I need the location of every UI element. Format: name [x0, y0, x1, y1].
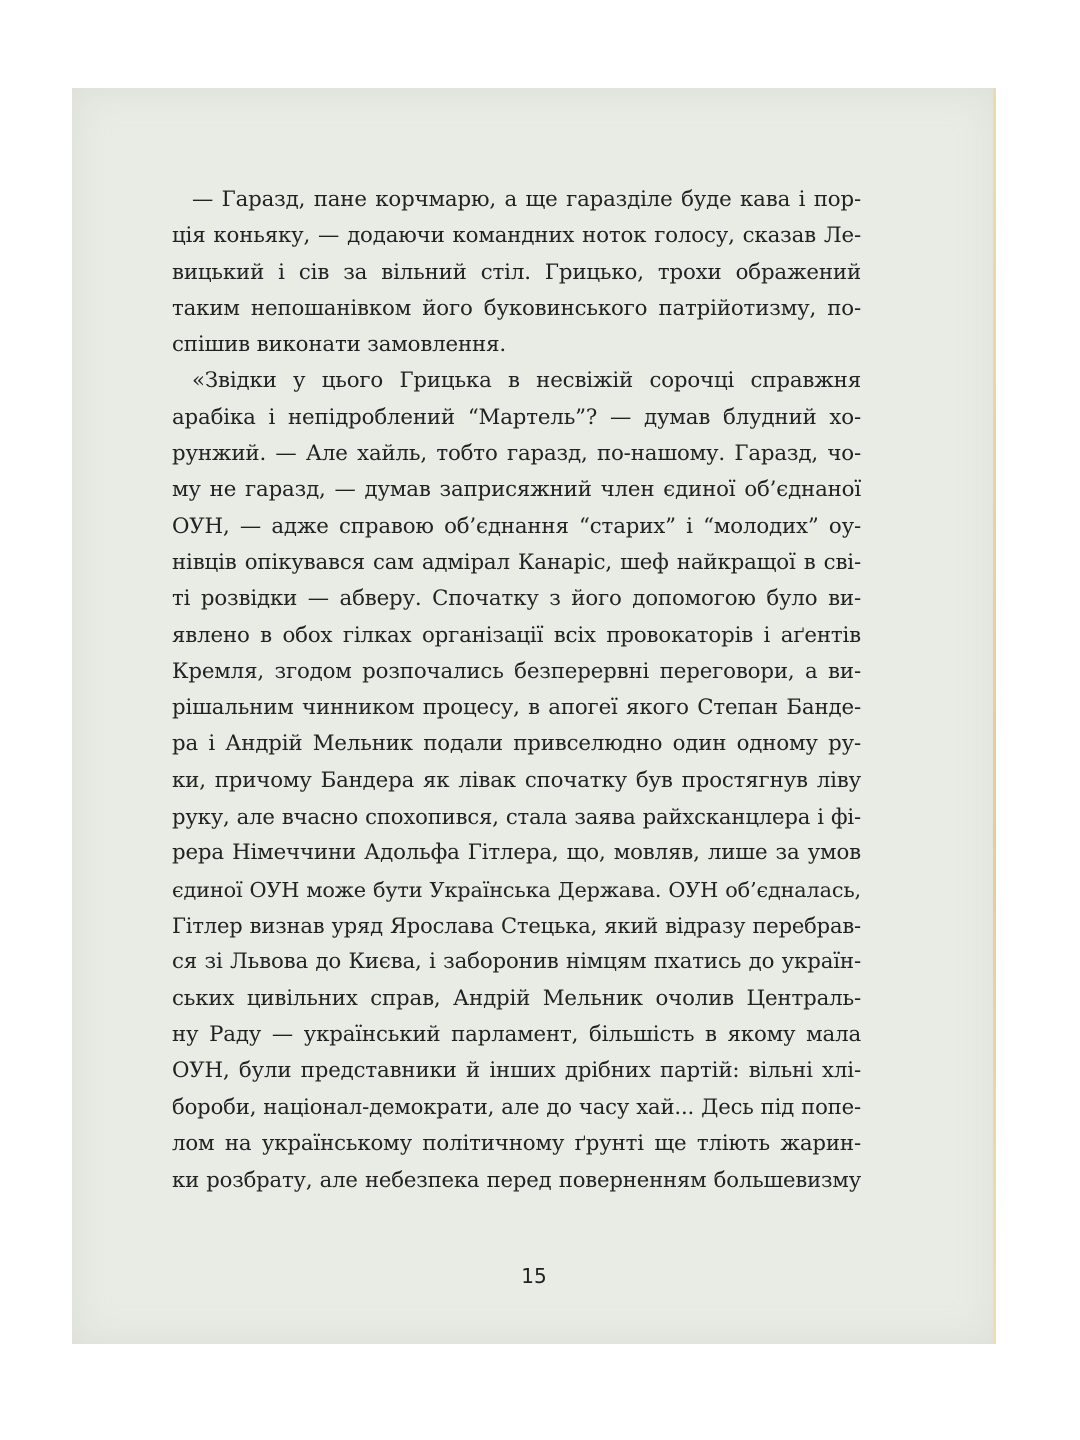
text-line: ських цивільних справ, Андрій Мельник очолив Централь- — [172, 985, 861, 1011]
text-line: ра і Андрій Мельник подали привселюдно один одному ру- — [172, 731, 861, 757]
text-line: вицький і сів за вільний стіл. Грицько, трохи ображений — [172, 259, 861, 285]
text-line: ція коньяку, — додаючи командних ноток голосу, сказав Ле- — [172, 223, 861, 249]
text-line: Кремля, згодом розпочались безперервні переговори, а ви- — [172, 658, 861, 684]
text-line: ся зі Львова до Києва, і заборонив німцям пхатись до україн- — [172, 949, 861, 975]
text-line: рунжий. — Але хайль, тобто гаразд, по-нашому. Гаразд, чо- — [172, 441, 861, 467]
text-line: спішив виконати замовлення. — [172, 332, 507, 358]
text-line: ки розбрату, але небезпека перед поверненням большевизму — [172, 1167, 861, 1193]
text-line: «Звідки у цього Грицька в несвіжій сорочці справжня — [192, 368, 861, 394]
text-line: лом на українському політичному ґрунті ще тліють жарин- — [172, 1130, 861, 1156]
page-number: 15 — [521, 1264, 547, 1288]
text-line: рера Німеччини Адольфа Гітлера, що, мовляв, лише за умов — [172, 840, 861, 866]
text-line: ну Раду — український парламент, більшість в якому мала — [172, 1021, 861, 1047]
text-line: ті розвідки — абверу. Спочатку з його допомогою було ви- — [172, 586, 861, 612]
text-line: рішальним чинником процесу, в апогеї якого Степан Банде- — [172, 695, 861, 721]
text-line: ОУН, були представники й інших дрібних партій: вільні хлі- — [172, 1058, 861, 1084]
text-line: му не гаразд, — думав заприсяжний член єдиної об’єднаної — [172, 477, 861, 503]
text-line: Гітлер визнав уряд Ярослава Стецька, який відразу перебрав- — [172, 912, 861, 938]
text-line: таким непошанівком його буковинського патрійотизму, по- — [172, 295, 861, 321]
text-line: явлено в обох гілках організації всіх провокаторів і аґентів — [172, 622, 861, 648]
body-text — [172, 182, 861, 1198]
text-line: єдиної ОУН може бути Українська Держава. ОУН об’єдналась, — [172, 877, 861, 902]
text-line: арабіка і непідроблений “Мартель”? — думав блудний хо- — [172, 404, 861, 430]
text-line: нівців опікувався сам адмірал Канаріс, шеф найкращої в сві- — [172, 549, 861, 575]
text-line: ОУН, — адже справою об’єднання “старих” і “молодих” оу- — [172, 513, 861, 539]
book-page — [72, 88, 996, 1344]
text-line: ки, причому Бандера як лівак спочатку був простягнув ліву — [172, 767, 861, 793]
text-line: бороби, націонал-демократи, але до часу хай... Десь під попе- — [172, 1094, 861, 1120]
text-line: — Гаразд, пане корчмарю, а ще гаразділе буде кава і пор- — [192, 187, 861, 212]
text-line: руку, але вчасно спохопився, стала заява райхсканцлера і фі- — [172, 804, 861, 830]
